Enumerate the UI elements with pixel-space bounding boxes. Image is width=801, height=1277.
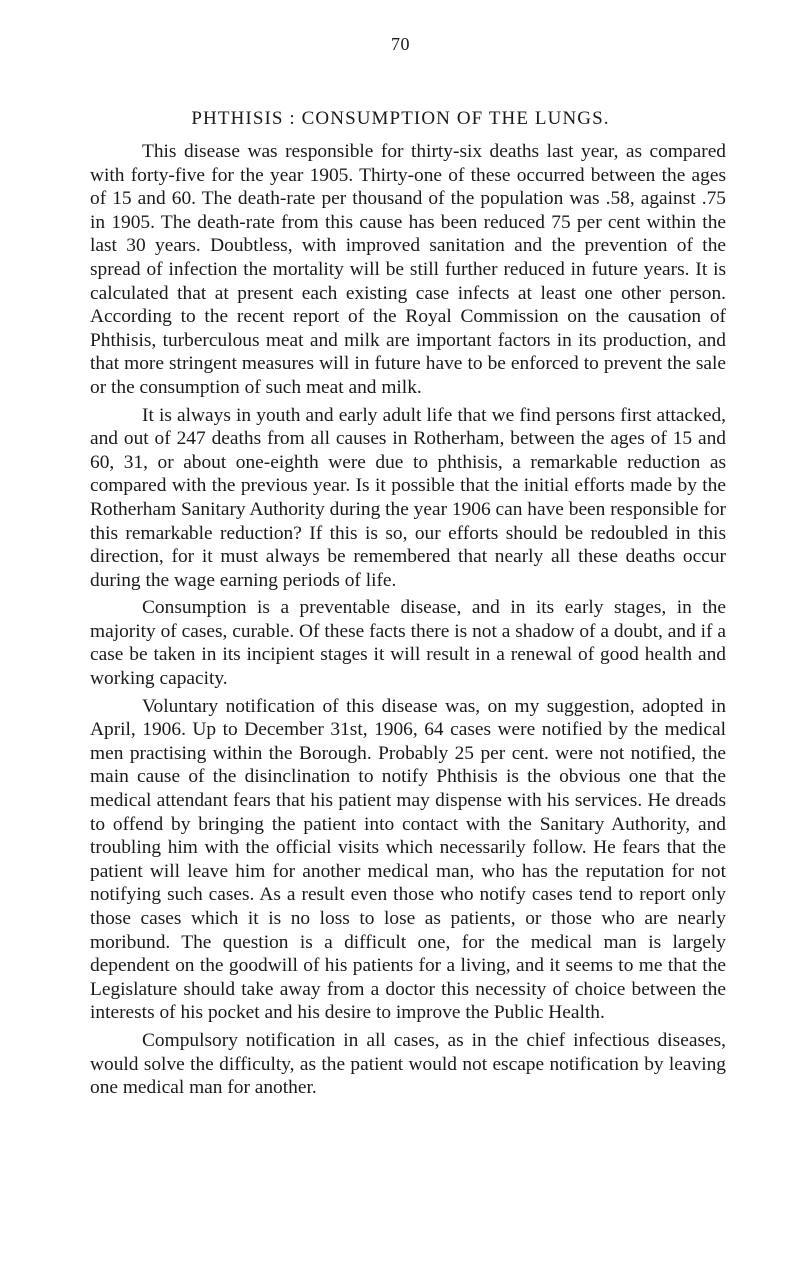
- section-heading: PHTHISIS : CONSUMPTION OF THE LUNGS.: [191, 108, 610, 129]
- paragraph-age-incidence: It is always in youth and early adult life that we find persons first attacked, and out of 247 deaths from all causes in Rotherham, between the ages of 15 and 60, 31, or about one-eighth were due to phthisis, a remarkable reduction as compared with the previous year. Is it possible that the initial efforts made by the Rotherham Sanitary Authority during the year 1906 can have been responsible for this remarkable reduction? If this is so, our efforts should be redoubled in this direction, for it must always be remembered that nearly all these deaths occur during the wage earning periods of life.: [90, 404, 726, 591]
- paragraph-voluntary-notification: Voluntary notification of this disease was, on my suggestion, adopted in April, 1906. Up to December 31st, 1906, 64 cases were notified by the medical men practising within the Borough. Probably 25 per cent. were not notified, the main cause of the disinclination to notify Phthisis is the obvious one that the medical attendant fears that his patient may dispense with his services. He dreads to offend by bringing the patient into contact with the Sanitary Authority, and troubling him with the official visits which necessarily follow. He fears that the patient will leave him for another medical man, who has the reputation for not notifying such cases. As a result even those who notify cases tend to report only those cases which it is no loss to lose as patients, or those who are nearly moribund. The question is a difficult one, for the medical man is largely dependent on the goodwill of his patients for a living, and it seems to me that the Legislature should take away from a doctor this necessity of choice between the interests of his pocket and his desire to improve the Public Health.: [90, 695, 726, 1024]
- paragraph-compulsory-notification: Compulsory notification in all cases, as in the chief infectious diseases, would solve the difficulty, as the patient would not escape notification by leaving one medical man for another.: [90, 1029, 726, 1099]
- paragraph-mortality: This disease was responsible for thirty-six deaths last year, as compared with forty-five for the year 1905. Thirty-one of these occurred between the ages of 15 and 60. The death-rate per thousand of the population was .58, against .75 in 1905. The death-rate from this cause has been reduced 75 per cent within the last 30 years. Doubtless, with improved sanitation and the prevention of the spread of infection the mortality will be still further reduced in future years. It is calculated that at present each existing case infects at least one other person. According to the recent report of the Royal Commission on the causation of Phthisis, turberculous meat and milk are important factors in its production, and that more stringent measures will in future have to be enforced to prevent the sale or the consumption of such meat and milk.: [90, 141, 726, 398]
- body-text: [90, 140, 726, 1100]
- page-number: 70: [391, 34, 410, 54]
- paragraph-preventable: Consumption is a preventable disease, and in its early stages, in the majority of cases, curable. Of these facts there is not a shadow of a doubt, and if a case be taken in its incipient stages it will result in a renewal of good health and working capacity.: [90, 597, 726, 690]
